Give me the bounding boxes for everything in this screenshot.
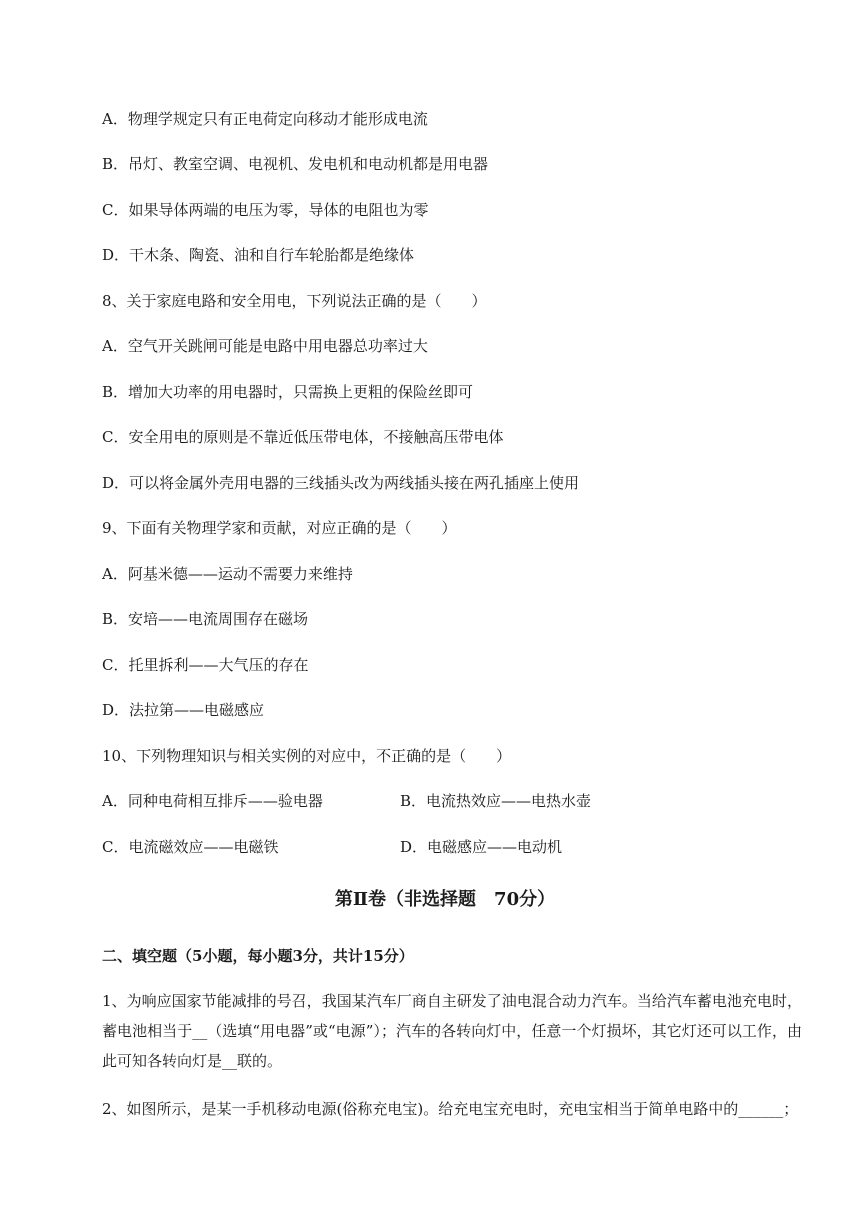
part-two-title: 第Ⅱ卷（非选择题 70分） [334,889,556,910]
fill-question-1: 1、为响应国家节能减排的号召，我国某汽车厂商自主研发了油电混合动力汽车。当给汽车蓄电池充电时，蓄电池相当于__（选填“用电器”或“电源”）；汽车的各转向灯中，任意一个灯损坏，其它灯还可以工作，由此可知各转向灯是__联的。 [102,992,802,1070]
fill-in-section-heading: 二、填空题（5小题，每小题3分，共计15分） [102,947,414,965]
q10-option-b: B．电流热效应——电热水壶 [400,792,592,810]
q9-option-a: A．阿基米德——运动不需要力来维持 [102,565,353,583]
q7-option-d: D．干木条、陶瓷、油和自行车轮胎都是绝缘体 [102,246,415,264]
q7-option-b: B．吊灯、教室空调、电视机、发电机和电动机都是用电器 [102,155,489,173]
q8-option-c: C．安全用电的原则是不靠近低压带电体，不接触高压带电体 [102,428,504,446]
q10-stem: 10、下列物理知识与相关实例的对应中，不正确的是（ ） [102,747,512,765]
q8-stem: 8、关于家庭电路和安全用电，下列说法正确的是（ ） [102,292,487,310]
q9-option-d: D．法拉第——电磁感应 [102,701,265,719]
q8-option-d: D．可以将金属外壳用电器的三线插头改为两线插头接在两孔插座上使用 [102,474,580,492]
q7-option-c: C．如果导体两端的电压为零，导体的电阻也为零 [102,201,429,219]
q10-option-d: D．电磁感应——电动机 [400,838,563,856]
q9-option-b: B．安培——电流周围存在磁场 [102,610,309,628]
q8-option-b: B．增加大功率的用电器时，只需换上更粗的保险丝即可 [102,383,474,401]
q8-option-a: A．空气开关跳闸可能是电路中用电器总功率过大 [102,337,428,355]
q9-option-c: C．托里拆利——大气压的存在 [102,656,309,674]
q9-stem: 9、下面有关物理学家和贡献，对应正确的是（ ） [102,519,457,537]
q10-option-c: C．电流磁效应——电磁铁 [102,838,279,856]
q10-option-a: A．同种电荷相互排斥——验电器 [102,792,323,810]
q7-option-a: A．物理学规定只有正电荷定向移动才能形成电流 [102,110,428,128]
fill-question-2: 2、如图所示，是某一手机移动电源(俗称充电宝)。给充电宝充电时，充电宝相当于简单电路中的______； [102,1100,799,1118]
